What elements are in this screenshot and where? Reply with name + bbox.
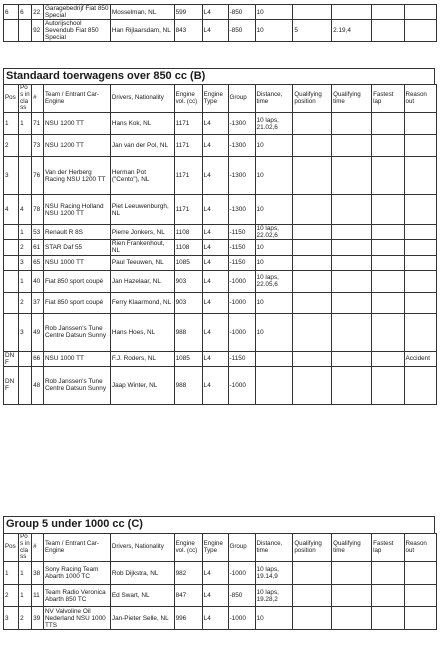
cell-drivers: Jan van der Pol, NL <box>110 135 174 157</box>
cell-reason <box>404 240 437 255</box>
cell-fastest <box>372 607 404 630</box>
cell-engine: L4 <box>202 113 228 135</box>
header-distance: Distance, time <box>255 85 293 113</box>
cell-team: NSU 1000 TT <box>43 255 110 270</box>
table-row <box>4 240 437 255</box>
cell-class: 2 <box>19 607 32 630</box>
cell-pos: 3 <box>4 157 19 195</box>
cell-distance: 10 <box>255 195 293 225</box>
cell-qtime <box>332 195 372 225</box>
cell-reason <box>404 292 437 313</box>
cell-pos: 2 <box>4 585 19 607</box>
table-row <box>4 195 437 225</box>
table-row <box>4 585 437 607</box>
table-header-row <box>4 85 437 113</box>
cell-fastest <box>372 225 404 240</box>
cell-class: 6 <box>19 5 32 20</box>
cell-reason <box>404 5 437 20</box>
cell-distance: 10 laps, 19.14,9 <box>255 562 293 585</box>
cell-distance: 10 <box>255 240 293 255</box>
header-drivers: Drivers, Nationality <box>110 534 174 562</box>
table-row <box>4 313 437 351</box>
cell-fastest <box>372 313 404 351</box>
cell-engine: L4 <box>202 292 228 313</box>
table-row <box>4 607 437 630</box>
cell-group: -1150 <box>228 240 255 255</box>
cell-reason <box>404 135 437 157</box>
cell-qtime <box>332 366 372 404</box>
cell-reason <box>404 270 437 292</box>
cell-drivers: Jan-Pieter Selle, NL <box>110 607 174 630</box>
cell-group: -1000 <box>228 366 255 404</box>
cell-team: Team Radio Veronica Abarth 850 TC <box>43 585 110 607</box>
cell-engine: L4 <box>202 351 228 366</box>
cell-engine: L4 <box>202 195 228 225</box>
header-class: Pos in class <box>20 533 30 561</box>
cell-group: -1150 <box>228 225 255 240</box>
cell-reason <box>404 113 437 135</box>
cell-engine: L4 <box>202 5 228 20</box>
header-pos: Pos <box>4 534 19 562</box>
cell-distance: 10 <box>255 255 293 270</box>
cell-pos <box>4 255 19 270</box>
cell-qtime <box>332 240 372 255</box>
table-row <box>4 113 437 135</box>
cell-reason <box>404 225 437 240</box>
cell-qpos <box>293 585 332 607</box>
cell-fastest <box>372 5 404 20</box>
cell-team: NSU 1000 TT <box>43 351 110 366</box>
cell-no: 40 <box>32 270 44 292</box>
cell-cc: 1108 <box>174 240 202 255</box>
cell-cc: 1171 <box>174 135 202 157</box>
cell-reason: Accident <box>404 351 437 366</box>
cell-no: 76 <box>32 157 44 195</box>
cell-reason <box>404 562 437 585</box>
cell-team: Van der Herberg Racing NSU 1200 TT <box>43 157 110 195</box>
cell-qtime <box>332 562 372 585</box>
cell-pos <box>4 270 19 292</box>
cell-group: -1300 <box>228 157 255 195</box>
cell-qpos <box>293 351 332 366</box>
cell-qtime <box>332 313 372 351</box>
cell-distance: 10 <box>255 607 293 630</box>
cell-pos: DNF <box>4 351 19 366</box>
cell-class <box>19 351 32 366</box>
cell-class: 1 <box>19 225 32 240</box>
cell-reason <box>404 313 437 351</box>
cell-qpos <box>293 607 332 630</box>
cell-fastest <box>372 255 404 270</box>
header-pos: Pos <box>4 85 19 113</box>
cell-team: Autorijschool Sevendub Fiat 850 Special <box>43 20 110 42</box>
cell-no: 37 <box>32 292 44 313</box>
cell-class: 1 <box>19 113 32 135</box>
cell-pos: 3 <box>4 607 19 630</box>
cell-team: Rob Janssen's Tune Centre Datsun Sunny <box>43 313 110 351</box>
cell-class: 3 <box>19 313 32 351</box>
cell-qpos <box>293 135 332 157</box>
cell-class <box>19 366 32 404</box>
cell-qtime <box>332 607 372 630</box>
cell-drivers: Jaap Winter, NL <box>110 366 174 404</box>
top-continuation-table <box>3 4 437 42</box>
cell-no: 61 <box>32 240 44 255</box>
cell-drivers: Herman Pot ("Cento"), NL <box>110 157 174 195</box>
cell-drivers: Ferry Klaarmond, NL <box>110 292 174 313</box>
cell-class: 1 <box>19 270 32 292</box>
table-header-row <box>4 534 437 562</box>
cell-fastest <box>372 195 404 225</box>
cell-group: -1150 <box>228 255 255 270</box>
cell-fastest <box>372 366 404 404</box>
header-engine: Engine Type <box>202 85 228 113</box>
cell-pos: 1 <box>4 113 19 135</box>
header-team: Team / Entrant Car- Engine <box>43 85 110 113</box>
cell-cc: 1171 <box>174 113 202 135</box>
cell-qtime <box>332 113 372 135</box>
cell-cc: 1171 <box>174 195 202 225</box>
header-qtime: Qualifying time <box>332 85 372 113</box>
cell-engine: L4 <box>202 225 228 240</box>
cell-qtime <box>332 270 372 292</box>
cell-pos <box>4 240 19 255</box>
cell-no: 66 <box>32 351 44 366</box>
cell-distance <box>255 366 293 404</box>
cell-no: 48 <box>32 366 44 404</box>
table-row <box>4 366 437 404</box>
header-qtime: Qualifying time <box>332 534 372 562</box>
table-row <box>4 351 437 366</box>
cell-group: -1300 <box>228 113 255 135</box>
cell-qtime <box>332 292 372 313</box>
table-row <box>4 562 437 585</box>
cell-cc: 1171 <box>174 157 202 195</box>
cell-distance: 10 laps, 21.02,6 <box>255 113 293 135</box>
header-fastest: Fastest lap <box>372 85 404 113</box>
cell-engine: L4 <box>202 240 228 255</box>
cell-reason <box>404 366 437 404</box>
header-fastest: Fastest lap <box>372 534 404 562</box>
cell-drivers: Pierre Jonkers, NL <box>110 225 174 240</box>
cell-drivers: Jan Hazelaar, NL <box>110 270 174 292</box>
cell-fastest <box>372 157 404 195</box>
cell-no: 49 <box>32 313 44 351</box>
cell-class: 4 <box>19 195 32 225</box>
cell-no: 78 <box>32 195 44 225</box>
cell-qpos <box>293 195 332 225</box>
cell-cc: 903 <box>174 292 202 313</box>
header-qpos: Qualifying position <box>293 534 332 562</box>
cell-engine: L4 <box>202 313 228 351</box>
cell-team: Fiat 850 sport coupé <box>43 270 110 292</box>
header-group: Group <box>228 85 255 113</box>
cell-group: -1300 <box>228 195 255 225</box>
cell-drivers: Piet Leeuwenburgh, NL <box>110 195 174 225</box>
cell-qpos <box>293 270 332 292</box>
cell-cc: 996 <box>174 607 202 630</box>
cell-distance: 10 <box>255 292 293 313</box>
cell-pos <box>4 292 19 313</box>
cell-qtime <box>332 351 372 366</box>
section-title-b: Standaard toerwagens over 850 cc (B) <box>3 68 435 85</box>
cell-no: 39 <box>32 607 44 630</box>
cell-pos <box>4 20 19 42</box>
cell-no: 73 <box>32 135 44 157</box>
header-engine: Engine Type <box>202 534 228 562</box>
results-table-c <box>3 533 437 630</box>
cell-distance: 10 <box>255 20 293 42</box>
cell-distance: 10 <box>255 5 293 20</box>
cell-cc: 903 <box>174 270 202 292</box>
cell-qtime: 2.19,4 <box>332 20 372 42</box>
cell-group: -850 <box>228 20 255 42</box>
cell-engine: L4 <box>202 135 228 157</box>
cell-no: 22 <box>32 5 44 20</box>
cell-drivers: Rien Frankenhout, NL <box>110 240 174 255</box>
cell-class: 3 <box>19 255 32 270</box>
cell-drivers: F.J. Roders, NL <box>110 351 174 366</box>
cell-no: 38 <box>32 562 44 585</box>
cell-drivers: Han Rijlaarsdam, NL <box>110 20 174 42</box>
cell-group: -850 <box>228 585 255 607</box>
cell-team: NSU Racing Holland NSU 1200 TT <box>43 195 110 225</box>
header-distance: Distance, time <box>255 534 293 562</box>
cell-qtime <box>332 585 372 607</box>
cell-engine: L4 <box>202 157 228 195</box>
cell-distance: 10 <box>255 157 293 195</box>
cell-team: Garagebedrijf Fiat 850 Special <box>44 5 109 20</box>
cell-fastest <box>372 270 404 292</box>
cell-engine: L4 <box>202 366 228 404</box>
cell-pos <box>4 313 19 351</box>
cell-pos <box>4 225 19 240</box>
cell-class: 2 <box>19 240 32 255</box>
cell-qpos <box>293 292 332 313</box>
cell-engine: L4 <box>202 270 228 292</box>
cell-qpos <box>293 5 332 20</box>
cell-qpos <box>293 157 332 195</box>
cell-engine: L4 <box>202 255 228 270</box>
header-reason: Reason out <box>404 85 437 113</box>
cell-cc: 847 <box>174 585 202 607</box>
table-row <box>4 255 437 270</box>
cell-fastest <box>372 292 404 313</box>
cell-reason <box>404 195 437 225</box>
cell-drivers: Mosselman, NL <box>110 5 174 20</box>
cell-fastest <box>372 240 404 255</box>
table-row <box>4 292 437 313</box>
cell-class <box>19 135 32 157</box>
section-title-c: Group 5 under 1000 cc (C) <box>3 516 435 534</box>
cell-cc: 1085 <box>174 351 202 366</box>
cell-no: 71 <box>32 113 44 135</box>
cell-no: 53 <box>32 225 44 240</box>
cell-engine: L4 <box>202 607 228 630</box>
cell-pos: 2 <box>4 135 19 157</box>
cell-group: -1000 <box>228 292 255 313</box>
cell-qpos <box>293 240 332 255</box>
cell-qpos <box>293 255 332 270</box>
cell-class <box>19 157 32 195</box>
header-cc: Engine vol. (cc) <box>174 85 202 113</box>
cell-team: NSU 1200 TT <box>43 135 110 157</box>
cell-fastest <box>372 20 404 42</box>
cell-cc: 988 <box>174 366 202 404</box>
cell-qpos <box>293 313 332 351</box>
header-cc: Engine vol. (cc) <box>174 534 202 562</box>
cell-distance: 10 laps, 22.05,6 <box>255 270 293 292</box>
cell-reason <box>404 585 437 607</box>
cell-drivers: Ed Swart, NL <box>110 585 174 607</box>
header-no: # <box>32 85 44 113</box>
cell-fastest <box>372 351 404 366</box>
cell-pos: DNF <box>4 366 19 404</box>
table-row <box>4 157 437 195</box>
cell-distance: 10 <box>255 313 293 351</box>
cell-qpos <box>293 562 332 585</box>
cell-team: STAR Daf 55 <box>43 240 110 255</box>
cell-team: Sony Racing Team Abarth 1000 TC <box>43 562 110 585</box>
cell-team: Renault R 8S <box>43 225 110 240</box>
cell-drivers: Rob Dijkstra, NL <box>110 562 174 585</box>
cell-class: 1 <box>19 562 32 585</box>
cell-distance: 10 <box>255 135 293 157</box>
cell-team: Rob Janssen's Tune Centre Datsun Sunny <box>43 366 110 404</box>
cell-group: -1000 <box>228 270 255 292</box>
cell-qtime <box>332 157 372 195</box>
table-row <box>4 225 437 240</box>
cell-group: -850 <box>228 5 255 20</box>
cell-reason <box>404 157 437 195</box>
cell-fastest <box>372 113 404 135</box>
cell-qtime <box>332 255 372 270</box>
cell-class: 1 <box>19 585 32 607</box>
cell-pos: 6 <box>4 5 19 20</box>
header-class: Pos in class <box>20 84 30 112</box>
cell-fastest <box>372 562 404 585</box>
cell-distance: 10 laps, 22.02,6 <box>255 225 293 240</box>
cell-team: NSU 1200 TT <box>43 113 110 135</box>
cell-qpos: 5 <box>293 20 332 42</box>
cell-reason <box>404 255 437 270</box>
cell-pos: 1 <box>4 562 19 585</box>
cell-distance: 10 laps, 19.28,2 <box>255 585 293 607</box>
table-row <box>4 270 437 292</box>
cell-qtime <box>332 5 372 20</box>
cell-pos: 4 <box>4 195 19 225</box>
cell-no: 92 <box>32 20 44 42</box>
header-group: Group <box>228 534 255 562</box>
cell-group: -1000 <box>228 607 255 630</box>
cell-class <box>19 20 32 42</box>
header-drivers: Drivers, Nationality <box>110 85 174 113</box>
cell-cc: 982 <box>174 562 202 585</box>
cell-cc: 599 <box>174 5 202 20</box>
cell-fastest <box>372 135 404 157</box>
cell-engine: L4 <box>202 20 228 42</box>
results-table-b <box>3 84 437 405</box>
cell-team: NV Valvoline Oil Nederland NSU 1000 TTS <box>43 607 110 630</box>
header-reason: Reason out <box>404 534 437 562</box>
cell-cc: 1108 <box>174 225 202 240</box>
cell-drivers: Hans Hoes, NL <box>110 313 174 351</box>
cell-engine: L4 <box>202 585 228 607</box>
cell-group: -1150 <box>228 351 255 366</box>
cell-class: 2 <box>19 292 32 313</box>
cell-no: 65 <box>32 255 44 270</box>
header-qpos: Qualifying position <box>293 85 332 113</box>
cell-cc: 843 <box>174 20 202 42</box>
table-row <box>4 135 437 157</box>
table-row <box>4 5 437 20</box>
cell-fastest <box>372 585 404 607</box>
cell-qpos <box>293 225 332 240</box>
cell-group: -1300 <box>228 135 255 157</box>
cell-cc: 1085 <box>174 255 202 270</box>
cell-reason <box>404 607 437 630</box>
cell-qtime <box>332 135 372 157</box>
cell-reason <box>404 20 437 42</box>
cell-distance <box>255 351 293 366</box>
cell-cc: 988 <box>174 313 202 351</box>
cell-qpos <box>293 366 332 404</box>
header-no: # <box>32 534 44 562</box>
cell-drivers: Hans Kok, NL <box>110 113 174 135</box>
cell-team: Fiat 850 sport coupé <box>43 292 110 313</box>
cell-drivers: Paul Teeuwen, NL <box>110 255 174 270</box>
cell-engine: L4 <box>202 562 228 585</box>
cell-qtime <box>332 225 372 240</box>
cell-group: -1000 <box>228 562 255 585</box>
header-team: Team / Entrant Car- Engine <box>43 534 110 562</box>
table-row <box>4 20 437 42</box>
cell-group: -1000 <box>228 313 255 351</box>
cell-qpos <box>293 113 332 135</box>
cell-no: 11 <box>32 585 44 607</box>
